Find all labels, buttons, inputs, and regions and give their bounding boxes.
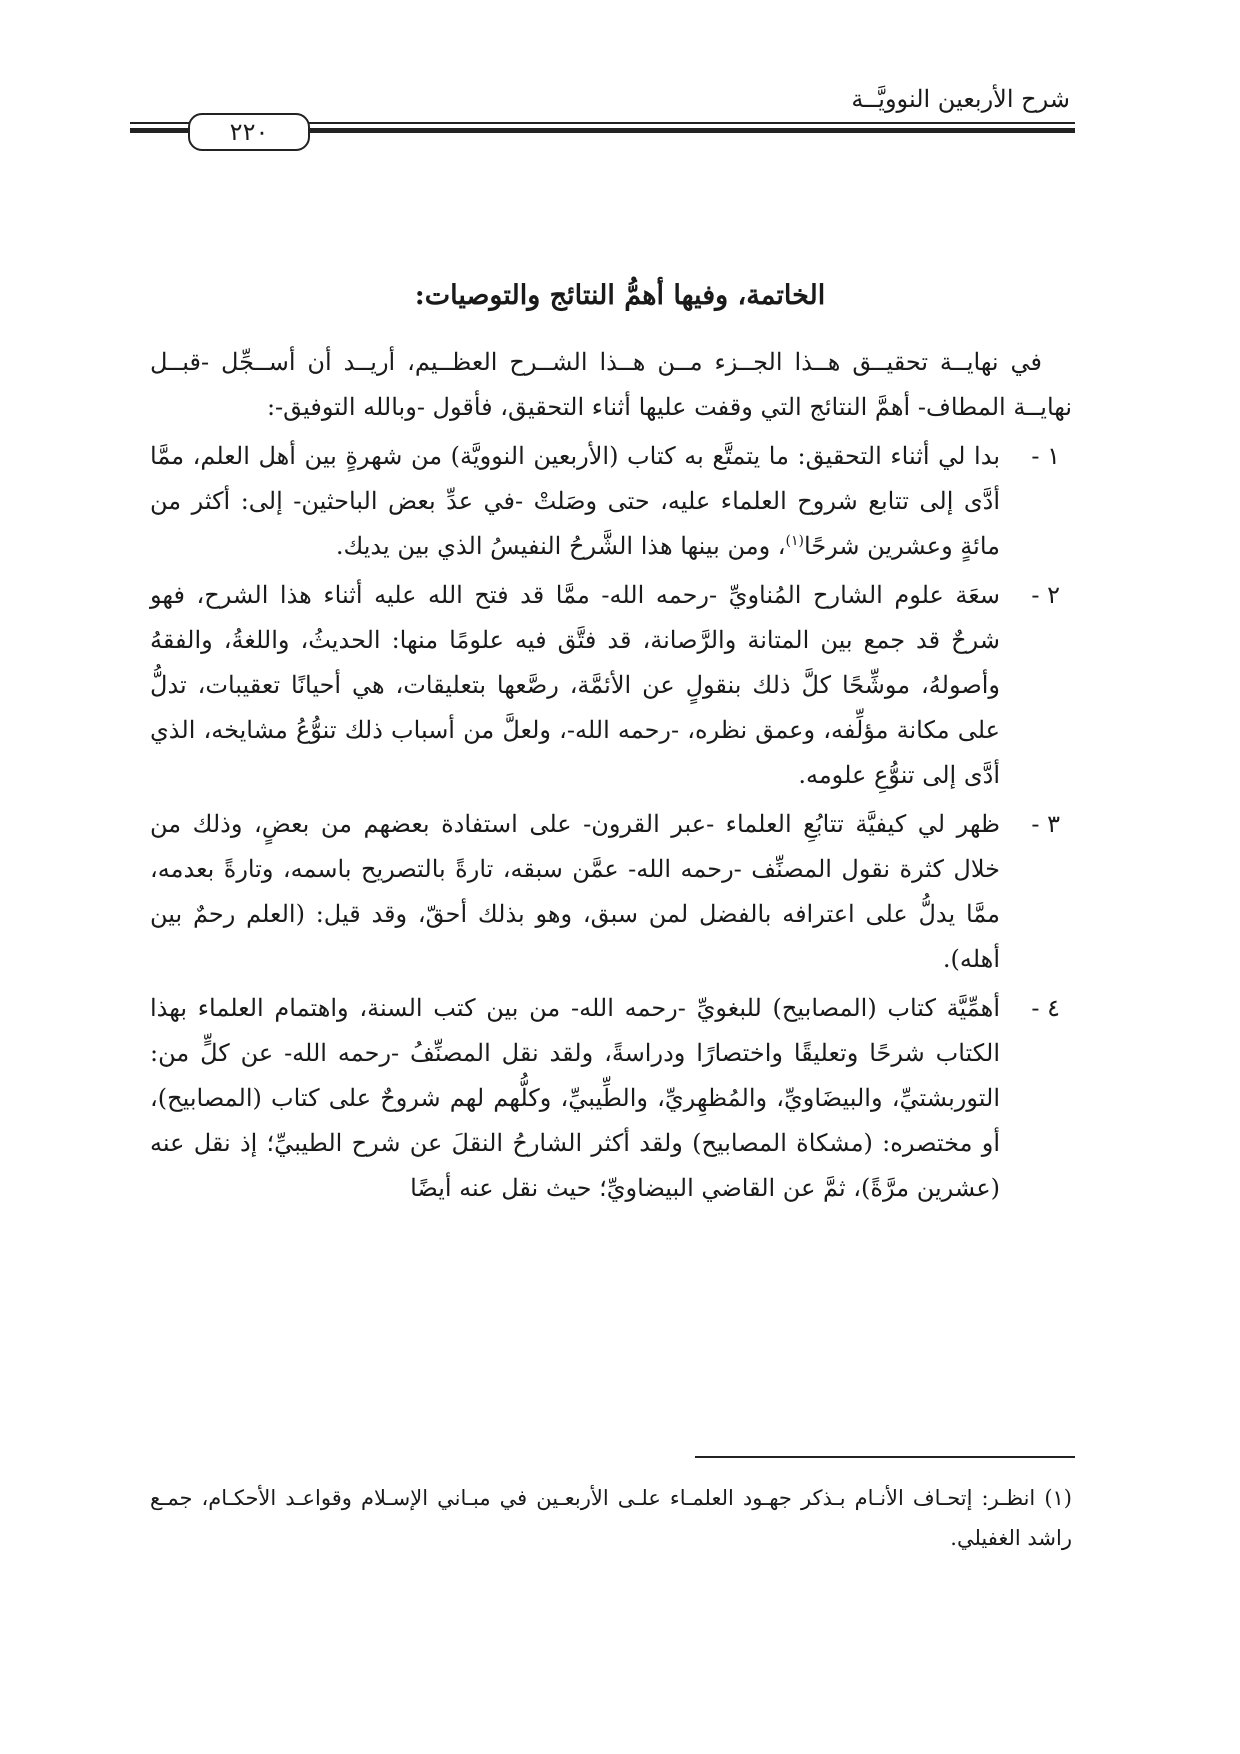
footnote-separator <box>695 1456 1075 1458</box>
body-text <box>150 340 1072 1211</box>
footnote: (١) انظـر: إتحـاف الأنـام بـذكر جهـود العلمـاء علـى الأربعـين في مبـاني الإسـلام وقواعـد الأحكـام، جمـع راشد الغفيلي. <box>150 1486 1072 1550</box>
intro-paragraph: في نهايــة تحقيــق هــذا الجــزء مــن هــذا الشــرح العظــيم، أريــد أن أســجِّل -قبــل نهايــة المطاف- أهمَّ النتائج التي وقفت عليها أثناء التحقيق، فأقول -وبالله التوفيق-: <box>150 348 1072 421</box>
list-item-number: ١ - <box>1031 442 1060 470</box>
list-item-number: ٣ - <box>1031 810 1060 838</box>
running-title: شرح الأربعين النوويَّــة <box>851 85 1070 113</box>
list-item-text-part: ، ومن بينها هذا الشَّرحُ النفيسُ الذي بين يديك. <box>335 532 786 560</box>
list-item-text: سعَة علوم الشارح المُناويِّ -رحمه الله- ممَّا قد فتح الله عليه أثناء هذا الشرح، فهو شرحٌ قد جمع بين المتانة والرَّصانة، قد فتَّق فيه علومًا منها: الحديثُ، واللغةُ، والفقهُ وأصولهُ، موشِّحًا كلَّ ذلك بنقولٍ عن الأئمَّة، رصَّعها بتعليقات، هي أحيانًا تعقيبات، تدلُّ على مكانة مؤلِّفه، وعمق نظره، -رحمه الله-، ولعلَّ من أسباب ذلك تنوُّعُ مشايخه، الذي أدَّى إلى تنوُّعِ علومه. <box>150 581 1000 789</box>
list-item-number: ٢ - <box>1031 581 1060 609</box>
section-title: الخاتمة، وفيها أهمُّ النتائج والتوصيات: <box>414 280 826 311</box>
list-item-number: ٤ - <box>1031 994 1060 1022</box>
page-number: ٢٢٠ <box>188 113 310 151</box>
list-item-text: أهمِّيَّة كتاب (المصابيح) للبغويِّ -رحمه الله- من بين كتب السنة، واهتمام العلماء بهذا الكتاب شرحًا وتعليقًا واختصارًا ودراسةً، ولقد نقل المصنِّفُ -رحمه الله- عن كلٍّ من: التوربشتيِّ، والبيضَاويِّ، والمُظهِريِّ، والطِّيبيِّ، وكلُّهم لهم شروحٌ على كتاب (المصابيح)، أو مختصره: (مشكاة المصابيح) ولقد أكثر الشارحُ النقلَ عن شرح الطيبيِّ؛ إذ نقل عنه (عشرين مرَّةً)، ثمَّ عن القاضي البيضاويِّ؛ حيث نقل عنه أيضًا <box>150 994 1000 1202</box>
list-item <box>150 802 1072 982</box>
list-item <box>150 434 1072 569</box>
list-item-text-part: بدا لي أثناء التحقيق: ما يتمتَّع به كتاب (الأربعين النوويَّة) من شهرةٍ بين أهل العلم، ممَّا أدَّى إلى تتابع شروح العلماء عليه، حتى وصَلتْ -في عدِّ بعض الباحثين- إلى: أكثر من مائةٍ وعشرين شرحًا <box>150 442 1000 560</box>
list-item <box>150 573 1072 798</box>
list-item-text <box>150 434 1000 569</box>
list-item-text: ظهر لي كيفيَّة تتابُعِ العلماء -عبر القرون- على استفادة بعضهم من بعضٍ، وذلك من خلال كثرة نقول المصنِّف -رحمه الله- عمَّن سبقه، تارةً بالتصريح باسمه، وتارةً بعدمه، ممَّا يدلُّ على اعترافه بالفضل لمن سبق، وهو بذلك أحقّ، وقد قيل: (العلم رحمٌ بين أهله). <box>150 810 1000 973</box>
footnote-ref: (١) <box>785 533 805 549</box>
list-item <box>150 986 1072 1211</box>
